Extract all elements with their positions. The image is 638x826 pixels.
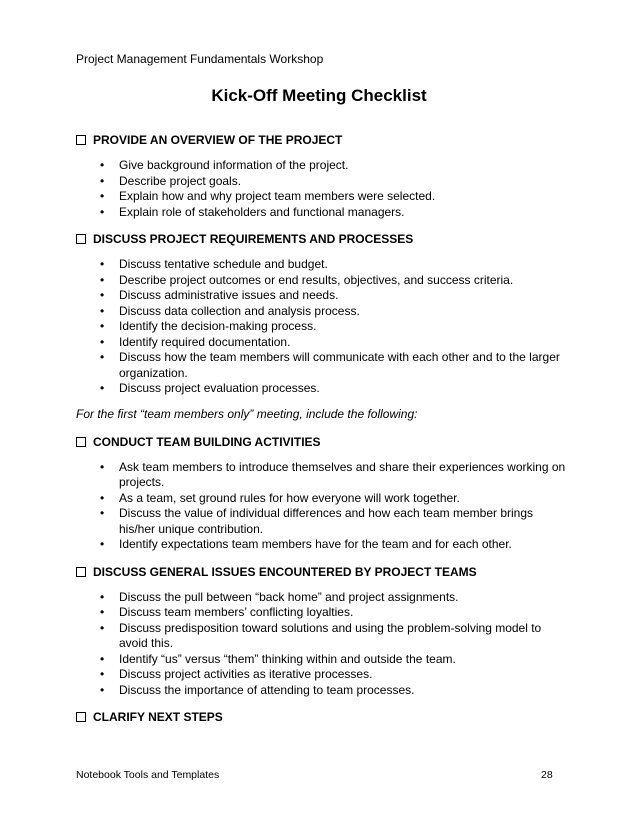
bullet-icon: • [100,620,105,635]
bullet-icon: • [100,257,105,271]
checklist-content [76,131,566,736]
checkbox-icon [76,712,86,722]
list-item: • Discuss the value of individual differences and how each team member brings his/her unique contribution. [100,506,533,536]
bullet-icon: • [100,173,105,188]
list-item: • Discuss data collection and analysis process. [100,303,360,318]
list-item: • Ask team members to introduce themselves and share their experiences working on projects. [100,459,566,489]
bullet-icon: • [100,158,105,172]
checkbox-icon [76,234,86,244]
list-item: • Discuss predisposition toward solutions and using the problem-solving model to avoid this. [100,620,542,650]
bullet-icon: • [100,589,105,604]
bullet-icon: • [100,459,105,474]
bullet-icon: • [100,651,105,666]
list-item: • Discuss project activities as iterative processes. [100,667,373,681]
bullet-icon: • [100,667,105,681]
bullet-icon: • [100,288,105,302]
bullet-icon: • [100,490,105,505]
section-heading: PROVIDE AN OVERVIEW OF THE PROJECT [93,133,343,147]
section-overview [76,131,566,220]
item-list [76,460,566,553]
list-item: • As a team, set ground rules for how everyone will work together. [100,490,460,505]
list-item: • Discuss administrative issues and needs. [100,288,339,302]
running-header: Project Management Fundamentals Workshop [76,52,324,66]
meeting-note: For the first “team members only” meeting, include the following: [76,406,418,421]
bullet-icon: • [100,303,105,318]
bullet-icon: • [100,506,105,520]
item-list [76,257,566,397]
list-item: • Discuss team members’ conflicting loyalties. [100,605,354,619]
list-item: • Identify the decision-making process. [100,319,317,333]
section-requirements [76,230,566,397]
list-item: • Identify expectations team members have for the team and for each other. [100,537,512,551]
item-list [76,590,566,699]
checkbox-icon [76,437,86,447]
list-item: • Describe project goals. [100,173,242,188]
bullet-icon: • [100,381,105,395]
list-item: • Explain role of stakeholders and functional managers. [100,204,405,219]
bullet-icon: • [100,272,105,287]
list-item: • Discuss the importance of attending to team processes. [100,682,415,697]
section-heading: CONDUCT TEAM BUILDING ACTIVITIES [93,434,321,449]
page-title: Kick-Off Meeting Checklist [211,86,427,105]
checkbox-icon [76,135,86,145]
checkbox-icon [76,567,86,577]
bullet-icon: • [100,204,105,219]
section-heading: DISCUSS GENERAL ISSUES ENCOUNTERED BY PROJECT TEAMS [93,564,477,579]
item-list [76,158,566,220]
list-item: • Discuss how the team members will communicate with each other and to the larger organization. [100,350,560,380]
section-heading: CLARIFY NEXT STEPS [93,710,223,724]
list-item: • Describe project outcomes or end results, objectives, and success criteria. [100,272,514,287]
list-item: • Discuss tentative schedule and budget. [100,257,328,271]
bullet-icon: • [100,537,105,551]
list-item: • Identify “us” versus “them” thinking within and outside the team. [100,651,456,666]
section-general-issues [76,563,566,699]
bullet-icon: • [100,605,105,619]
bullet-icon: • [100,350,105,364]
footer-title: Notebook Tools and Templates [76,769,220,781]
section-heading: DISCUSS PROJECT REQUIREMENTS AND PROCESSES [93,232,414,246]
list-item: • Discuss project evaluation processes. [100,381,320,395]
list-item: • Give background information of the project. [100,158,349,172]
bullet-icon: • [100,189,105,203]
list-item: • Identify required documentation. [100,334,291,349]
bullet-icon: • [100,682,105,697]
bullet-icon: • [100,319,105,333]
list-item: • Explain how and why project team members were selected. [100,189,436,203]
section-next-steps [76,708,566,726]
bullet-icon: • [100,334,105,349]
list-item: • Discuss the pull between “back home” and project assignments. [100,589,459,604]
page-number: 28 [541,769,553,781]
section-team-building [76,433,566,553]
